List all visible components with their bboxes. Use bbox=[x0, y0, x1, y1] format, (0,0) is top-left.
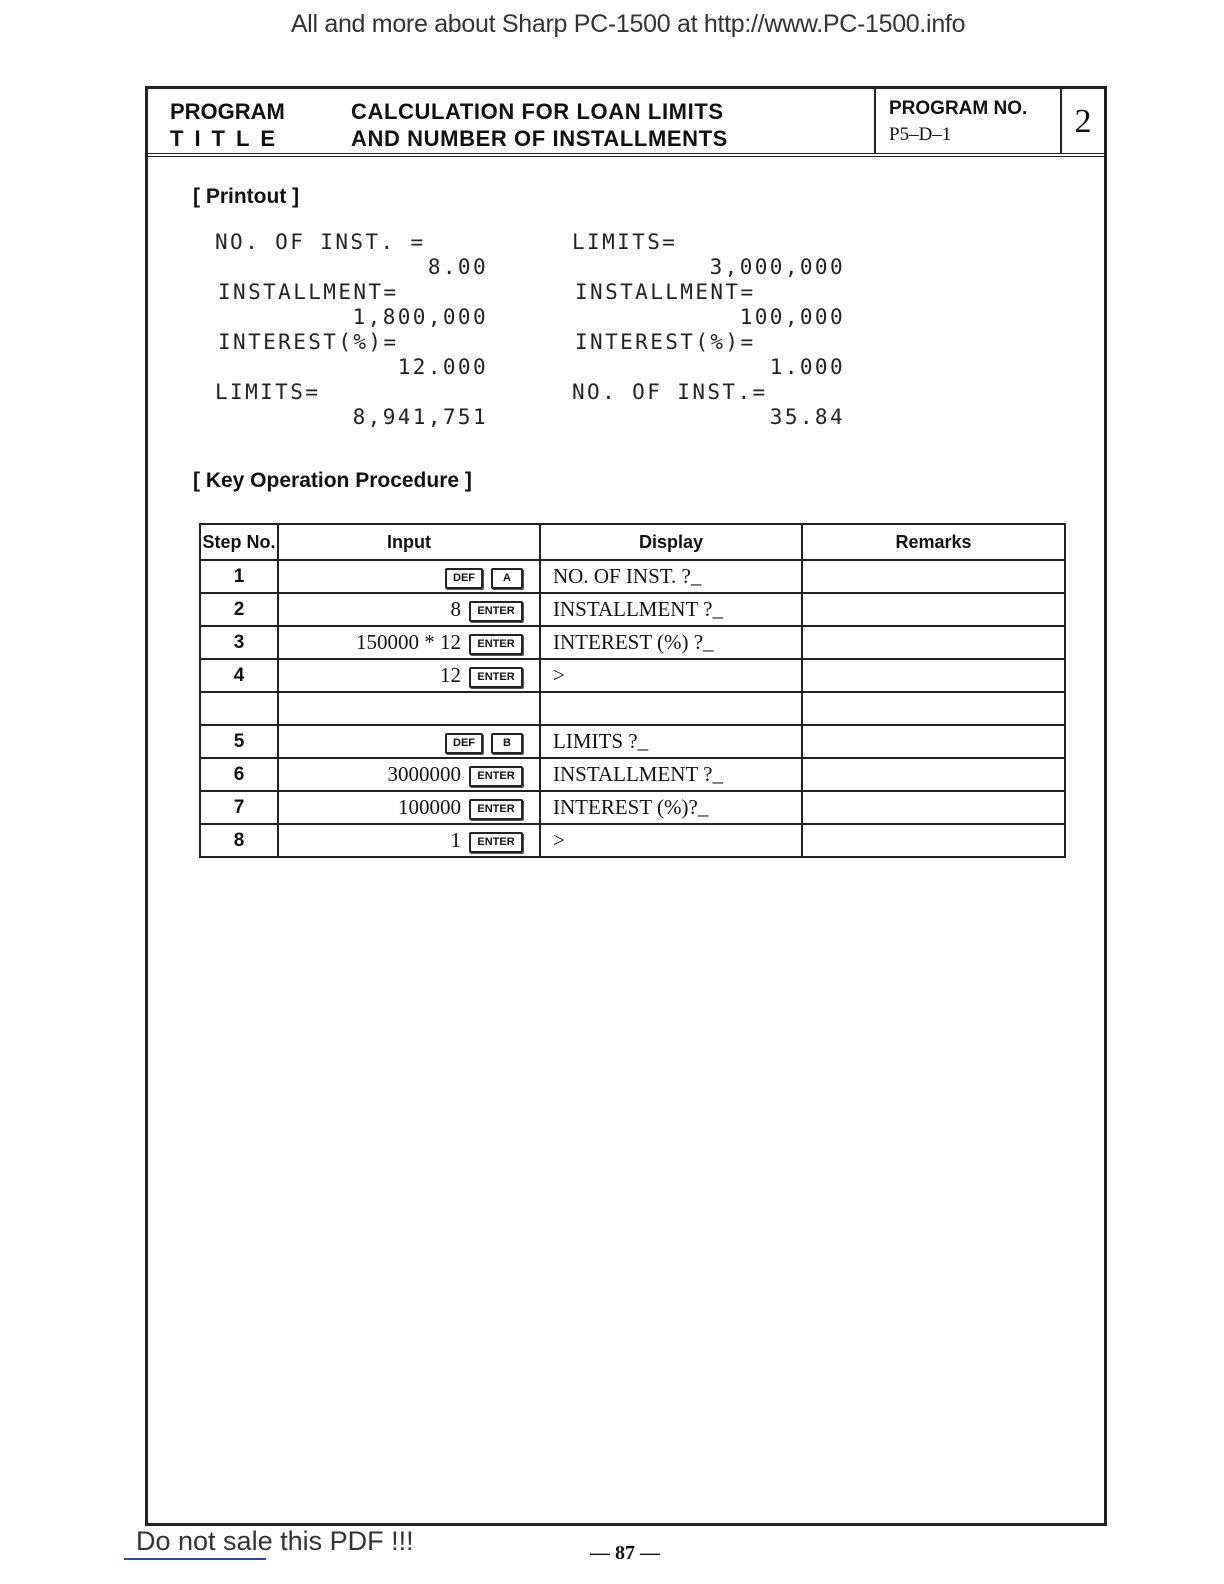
step-number: 4 bbox=[200, 659, 278, 692]
table-row bbox=[200, 560, 1065, 593]
printout-value: 8,941,751 bbox=[352, 405, 488, 429]
input-cell bbox=[278, 626, 540, 659]
display-text: INTEREST (%) ?_ bbox=[540, 626, 802, 659]
column-header-step: Step No. bbox=[200, 524, 278, 560]
program-sheet bbox=[145, 86, 1107, 1526]
source-banner: All and more about Sharp PC-1500 at http://www.PC-1500.info bbox=[290, 10, 966, 38]
printout-label: LIMITS= bbox=[572, 230, 678, 254]
printout-value: 1.000 bbox=[769, 355, 845, 379]
input-cell bbox=[278, 692, 540, 725]
input-text: 12 bbox=[440, 663, 461, 687]
display-text: LIMITS ?_ bbox=[540, 725, 802, 758]
remarks-cell bbox=[802, 758, 1065, 791]
program-title-label bbox=[170, 98, 286, 152]
step-number bbox=[200, 692, 278, 725]
input-text: 1 bbox=[450, 828, 461, 852]
printout-label: INSTALLMENT= bbox=[218, 280, 399, 304]
def-key: DEF bbox=[445, 568, 483, 589]
input-text: 100000 bbox=[398, 795, 461, 819]
input-text: 3000000 bbox=[387, 762, 461, 786]
table-row bbox=[200, 791, 1065, 824]
enter-key: ENTER bbox=[469, 832, 523, 853]
remarks-cell bbox=[802, 791, 1065, 824]
enter-key: ENTER bbox=[469, 634, 523, 655]
input-cell bbox=[278, 593, 540, 626]
step-number: 2 bbox=[200, 593, 278, 626]
step-number: 7 bbox=[200, 791, 278, 824]
enter-key: ENTER bbox=[469, 601, 523, 622]
program-number: P5–D–1 bbox=[889, 124, 952, 145]
program-number-box bbox=[874, 89, 1060, 153]
input-cell bbox=[278, 560, 540, 593]
display-text: INTEREST (%)?_ bbox=[540, 791, 802, 824]
display-text: NO. OF INST. ?_ bbox=[540, 560, 802, 593]
step-number: 5 bbox=[200, 725, 278, 758]
printout-heading: [ Printout ] bbox=[193, 185, 300, 208]
display-text bbox=[540, 692, 802, 725]
step-number: 1 bbox=[200, 560, 278, 593]
program-title bbox=[351, 98, 728, 152]
table-row-separator bbox=[200, 692, 1065, 725]
input-cell bbox=[278, 791, 540, 824]
enter-key: ENTER bbox=[469, 766, 523, 787]
label-title: TITLE bbox=[170, 126, 287, 151]
label-program: PROGRAM bbox=[170, 99, 285, 124]
a-key: A bbox=[491, 568, 523, 589]
printout-label: INTEREST(%)= bbox=[218, 330, 399, 354]
table-row bbox=[200, 824, 1065, 857]
input-cell bbox=[278, 824, 540, 857]
display-text: > bbox=[540, 659, 802, 692]
column-header-remarks: Remarks bbox=[802, 524, 1065, 560]
printout-value: 1,800,000 bbox=[352, 305, 488, 329]
input-text: 150000 * 12 bbox=[356, 630, 461, 654]
printout-label: INSTALLMENT= bbox=[575, 280, 756, 304]
enter-key: ENTER bbox=[469, 799, 523, 820]
footer-note: Do not sale this PDF !!! bbox=[136, 1526, 414, 1556]
remarks-cell bbox=[802, 824, 1065, 857]
printout-value: 12.000 bbox=[397, 355, 488, 379]
page-box-number: 2 bbox=[1074, 103, 1092, 140]
remarks-cell bbox=[802, 659, 1065, 692]
b-key: B bbox=[491, 733, 523, 754]
printout-label: LIMITS= bbox=[215, 380, 321, 404]
printout-value: 8.00 bbox=[427, 255, 488, 279]
remarks-cell bbox=[802, 626, 1065, 659]
table-row bbox=[200, 725, 1065, 758]
display-text: INSTALLMENT ?_ bbox=[540, 758, 802, 791]
table-row bbox=[200, 659, 1065, 692]
printout-label: INTEREST(%)= bbox=[575, 330, 756, 354]
remarks-cell bbox=[802, 692, 1065, 725]
program-header bbox=[148, 89, 1104, 157]
remarks-cell bbox=[802, 725, 1065, 758]
printout-value: 3,000,000 bbox=[709, 255, 845, 279]
printout-label: NO. OF INST.= bbox=[572, 380, 768, 404]
input-cell bbox=[278, 659, 540, 692]
printout-value: 35.84 bbox=[769, 405, 845, 429]
input-cell bbox=[278, 758, 540, 791]
table-row bbox=[200, 626, 1065, 659]
enter-key: ENTER bbox=[469, 667, 523, 688]
step-number: 3 bbox=[200, 626, 278, 659]
program-number-label: PROGRAM NO. bbox=[889, 98, 1028, 119]
printout-label: NO. OF INST. = bbox=[215, 230, 426, 254]
printout-value: 100,000 bbox=[739, 305, 845, 329]
table-row bbox=[200, 593, 1065, 626]
column-header-input: Input bbox=[278, 524, 540, 560]
title-line-1: CALCULATION FOR LOAN LIMITS bbox=[351, 99, 724, 124]
page-box bbox=[1060, 89, 1104, 153]
input-cell bbox=[278, 725, 540, 758]
input-text: 8 bbox=[450, 597, 461, 621]
page-number: — 87 — bbox=[590, 1542, 660, 1564]
table-header-row bbox=[200, 524, 1065, 560]
key-procedure-table bbox=[199, 523, 1066, 858]
column-header-display: Display bbox=[540, 524, 802, 560]
remarks-cell bbox=[802, 560, 1065, 593]
remarks-cell bbox=[802, 593, 1065, 626]
display-text: INSTALLMENT ?_ bbox=[540, 593, 802, 626]
procedure-heading: [ Key Operation Procedure ] bbox=[193, 469, 472, 492]
step-number: 6 bbox=[200, 758, 278, 791]
footer-underline bbox=[124, 1558, 266, 1560]
display-text: > bbox=[540, 824, 802, 857]
title-line-2: AND NUMBER OF INSTALLMENTS bbox=[351, 126, 728, 151]
step-number: 8 bbox=[200, 824, 278, 857]
table-row bbox=[200, 758, 1065, 791]
def-key: DEF bbox=[445, 733, 483, 754]
